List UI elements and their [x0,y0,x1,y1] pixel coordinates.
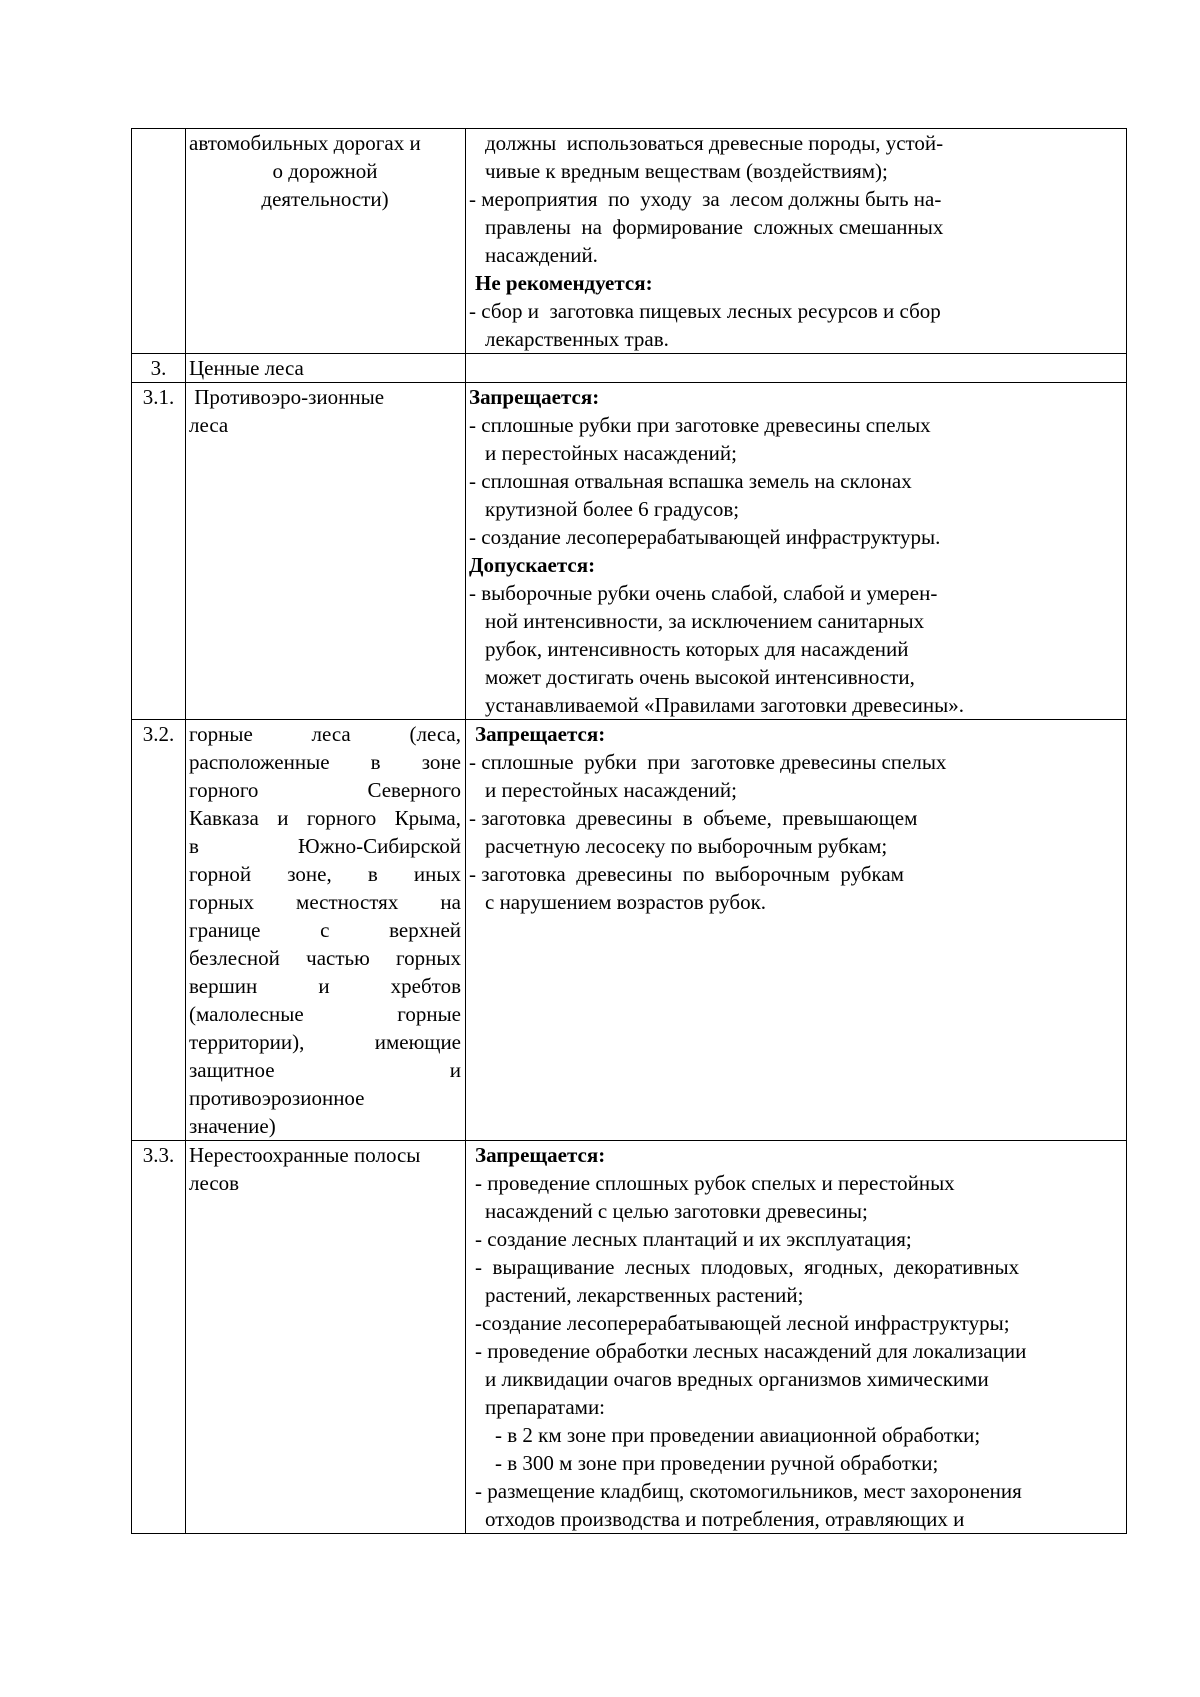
rule-line: растений, лекарственных растений; [485,1283,804,1307]
category-name-line: деятельности) [261,187,389,211]
rule-line: чивые к вредным веществам (воздействиям); [485,159,888,183]
rule-line: рубок, интенсивность которых для насаждений [485,637,909,661]
category-name-line: лесов [189,1171,240,1195]
rule-line: - сбор и заготовка пищевых лесных ресурсов и сбор [469,299,941,323]
rule-line: и перестойных насаждений; [485,778,737,802]
rule-heading: Запрещается: [475,722,606,746]
rule-line: - размещение кладбищ, скотомогильников, мест захоронения [475,1479,1022,1503]
rule-line: и ликвидации очагов вредных организмов химическими [485,1367,989,1391]
rule-line: крутизной более 6 градусов; [485,497,740,521]
category-name-line: горных местностях на [189,890,461,914]
regime-rules-cell [466,354,1127,383]
rule-line: - проведение обработки лесных насаждений для локализации [475,1339,1027,1363]
rule-heading: Допускается: [469,553,596,577]
rule-line: - проведение сплошных рубок спелых и перестойных [475,1171,955,1195]
category-name-line: (малолесные горные [189,1002,461,1026]
row-number-cell: 3.3. [132,1141,186,1534]
category-name-line: значение) [189,1114,276,1138]
category-name-line: Противоэро-зионные [189,385,385,409]
table-row [132,129,1127,354]
forest-category-cell [186,129,466,354]
table-row [132,383,1127,720]
rule-line: с нарушением возрастов рубок. [485,890,767,914]
rule-heading: Запрещается: [469,385,600,409]
rule-line: лекарственных трав. [485,327,669,351]
rule-line: расчетную лесосеку по выборочным рубкам; [485,834,888,858]
category-name-line: вершин и хребтов [189,974,461,998]
rule-heading: Запрещается: [475,1143,606,1167]
category-name-line: горной зоне, в иных [189,862,461,886]
category-name-line: защитное и [189,1058,461,1082]
rule-line: - сплошные рубки при заготовке древесины спелых [469,750,947,774]
rule-line: отходов производства и потребления, отравляющих и [485,1507,965,1531]
category-name-line: горного Северного [189,778,461,802]
rule-line: - сплошные рубки при заготовке древесины спелых [469,413,931,437]
rule-heading: Не рекомендуется: [475,271,653,295]
category-name-line: леса [189,413,229,437]
category-name-line: горные леса (леса, [189,722,461,746]
rule-line: - в 2 км зоне при проведении авиационной обработки; [495,1423,981,1447]
rule-line: правлены на формирование сложных смешанных [485,215,944,239]
regime-rules-cell [466,383,1127,720]
regime-rules-cell [466,129,1127,354]
category-name-line: расположенные в зоне [189,750,461,774]
category-name-line: автомобильных дорогах и [189,131,421,155]
category-name-line: территории), имеющие [189,1030,461,1054]
forest-category-cell [186,1141,466,1534]
category-name-line: границе с верхней [189,918,461,942]
rule-line: - выборочные рубки очень слабой, слабой и умерен- [469,581,938,605]
rule-line: - создание лесных плантаций и их эксплуатация; [475,1227,912,1251]
forest-category-cell [186,720,466,1141]
rule-line: - в 300 м зоне при проведении ручной обработки; [495,1451,939,1475]
rule-line: может достигать очень высокой интенсивности, [485,665,915,689]
category-name-line: о дорожной [272,159,378,183]
forest-category-cell [186,354,466,383]
regime-rules-cell [466,720,1127,1141]
rule-line: препаратами: [485,1395,606,1419]
forest-category-cell [186,383,466,720]
category-name-line: Нерестоохранные полосы [189,1143,421,1167]
category-name-line: противоэрозионное [189,1086,365,1110]
rule-line: - мероприятия по уходу за лесом должны быть на- [469,187,942,211]
rule-line: устанавливаемой «Правилами заготовки древесины». [485,693,965,717]
rule-line: - сплошная отвальная вспашка земель на склонах [469,469,912,493]
rule-line: ной интенсивности, за исключением санитарных [485,609,925,633]
rule-line: насаждений с целью заготовки древесины; [485,1199,868,1223]
rule-line: насаждений. [485,243,598,267]
table-row [132,720,1127,1141]
rule-line: должны использоваться древесные породы, устой- [485,131,944,155]
row-number-cell: 3.2. [132,720,186,1141]
table-row [132,354,1127,383]
rule-line: - создание лесоперерабатывающей инфраструктуры. [469,525,941,549]
table-row [132,1141,1127,1534]
rule-line: - заготовка древесины по выборочным рубкам [469,862,904,886]
category-name-line: безлесной частью горных [189,946,461,970]
forest-regulations-table [131,128,1127,1534]
rule-line: -создание лесоперерабатывающей лесной инфраструктуры; [475,1311,1010,1335]
row-number-cell: 3. [132,354,186,383]
category-name-line: в Южно-Сибирской [189,834,461,858]
row-number-cell [132,129,186,354]
rule-line: - выращивание лесных плодовых, ягодных, декоративных [475,1255,1020,1279]
regime-rules-cell [466,1141,1127,1534]
category-name-line: Кавказа и горного Крыма, [189,806,461,830]
row-number-cell: 3.1. [132,383,186,720]
document-page [131,128,1126,1534]
rule-line: - заготовка древесины в объеме, превышающем [469,806,918,830]
rule-line: и перестойных насаждений; [485,441,737,465]
table-body [132,129,1127,1534]
category-name-line: Ценные леса [189,356,304,380]
